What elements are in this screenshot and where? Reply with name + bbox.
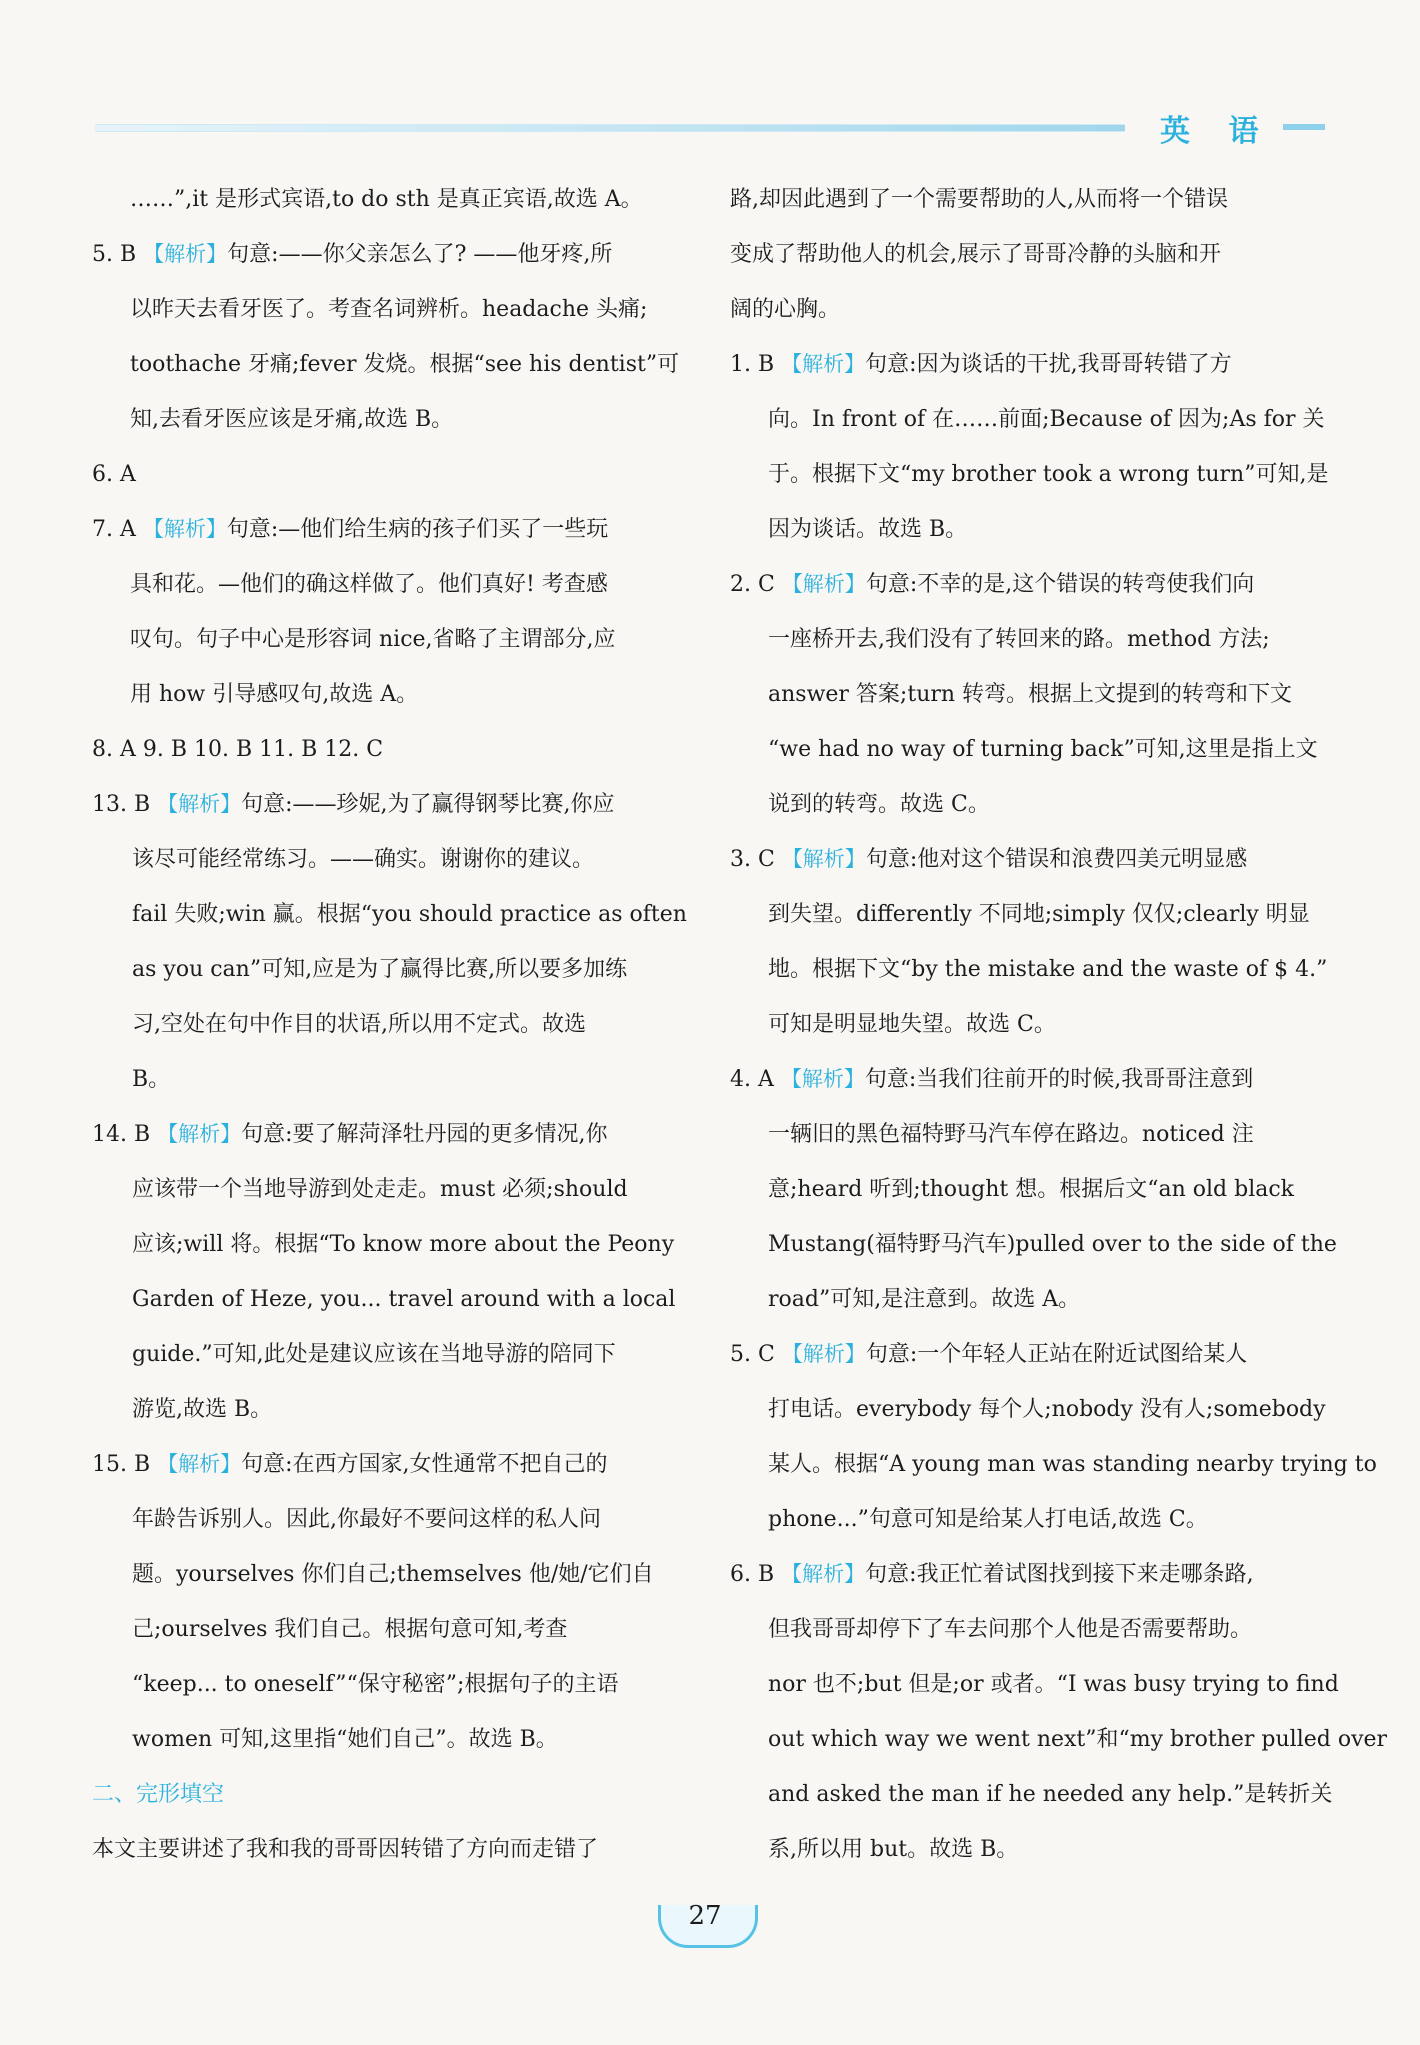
question-number: 5. C — [730, 1342, 782, 1367]
text-line — [92, 667, 687, 722]
analysis-tag: 【解析】 — [157, 1122, 242, 1146]
text-line — [730, 337, 1325, 392]
line-text: 可知是明显地失望。故选 C。 — [768, 1012, 1056, 1037]
text-line — [730, 1272, 1325, 1327]
line-text: 于。根据下文“my brother took a wrong turn”可知,是 — [768, 462, 1329, 487]
line-text: phone...”句意可知是给某人打电话,故选 C。 — [768, 1507, 1208, 1532]
line-text: 句意:因为谈话的干扰,我哥哥转错了方 — [865, 352, 1232, 377]
text-line — [730, 777, 1325, 832]
analysis-tag: 【解析】 — [157, 1452, 242, 1476]
text-line — [730, 1162, 1325, 1217]
section-title: 二、完形填空 — [92, 1782, 225, 1807]
line-text: 系,所以用 but。故选 B。 — [768, 1837, 1019, 1862]
text-line — [730, 1547, 1325, 1602]
text-line — [92, 832, 687, 887]
question-number: 6. A — [92, 462, 136, 487]
text-line — [92, 1327, 687, 1382]
text-line — [92, 997, 687, 1052]
text-line — [730, 1822, 1325, 1877]
line-text: 向。In front of 在……前面;Because of 因为;As for 关 — [768, 407, 1325, 432]
analysis-tag: 【解析】 — [780, 1067, 865, 1091]
text-line — [92, 502, 687, 557]
line-text: 句意:要了解菏泽牡丹园的更多情况,你 — [241, 1122, 608, 1147]
line-text: 应该带一个当地导游到处走走。must 必须;should — [132, 1177, 628, 1202]
text-line — [92, 777, 687, 832]
line-text: 该尽可能经常练习。——确实。谢谢你的建议。 — [132, 847, 595, 872]
question-number: 4. A — [730, 1067, 781, 1092]
text-line — [92, 1217, 687, 1272]
text-line — [730, 1657, 1339, 1712]
text-line — [92, 557, 687, 612]
line-text: 本文主要讲述了我和我的哥哥因转错了方向而走错了 — [92, 1837, 599, 1862]
line-text: 具和花。—他们的确这样做了。他们真好! 考查感 — [130, 572, 608, 597]
line-text: 己;ourselves 我们自己。根据句意可知,考查 — [132, 1617, 568, 1642]
line-text: and asked the man if he needed any help.”是转折关 — [768, 1782, 1333, 1807]
line-text: ……”,it 是形式宾语,to do sth 是真正宾语,故选 A。 — [130, 187, 643, 212]
question-number: 7. A — [92, 517, 143, 542]
text-line — [92, 337, 687, 392]
line-text: 意;heard 听到;thought 想。根据后文“an old black — [768, 1177, 1295, 1202]
line-text: 到失望。differently 不同地;simply 仅仅;clearly 明显 — [768, 902, 1310, 927]
analysis-tag: 【解析】 — [781, 572, 866, 596]
line-text: 变成了帮助他人的机会,展示了哥哥冷静的头脑和开 — [730, 242, 1221, 267]
text-line — [92, 1822, 687, 1877]
text-line — [92, 1437, 687, 1492]
analysis-tag: 【解析】 — [143, 242, 228, 266]
text-line — [92, 1492, 687, 1547]
text-line — [730, 557, 1325, 612]
line-text: Mustang(福特野马汽车)pulled over to the side of the — [768, 1232, 1337, 1257]
text-line — [92, 1602, 687, 1657]
line-text: 某人。根据“A young man was standing nearby trying to — [768, 1452, 1377, 1477]
line-text: 句意:他对这个错误和浪费四美元明显感 — [865, 847, 1248, 872]
line-text: 地。根据下文“by the mistake and the waste of $ 4.” — [768, 957, 1328, 982]
text-line — [730, 832, 1325, 887]
text-line — [92, 1107, 687, 1162]
question-number: 14. B — [92, 1122, 158, 1147]
line-text: 用 how 引导感叹句,故选 A。 — [130, 682, 419, 707]
text-line — [92, 612, 687, 667]
line-text: fail 失败;win 赢。根据“you should practice as often — [132, 902, 687, 927]
text-line — [92, 1162, 687, 1217]
line-text: 句意:——珍妮,为了赢得钢琴比赛,你应 — [241, 792, 615, 817]
analysis-tag: 【解析】 — [781, 847, 866, 871]
line-text: 说到的转弯。故选 C。 — [768, 792, 990, 817]
text-line — [730, 942, 1328, 997]
text-line — [92, 227, 687, 282]
question-number: 15. B — [92, 1452, 158, 1477]
line-text: 路,却因此遇到了一个需要帮助的人,从而将一个错误 — [730, 187, 1228, 212]
text-line — [730, 502, 1325, 557]
question-number: 13. B — [92, 792, 158, 817]
line-text: 句意:当我们往前开的时候,我哥哥注意到 — [864, 1067, 1254, 1092]
text-line — [730, 612, 1325, 667]
page-number-badge — [650, 1895, 760, 1955]
line-text: 但我哥哥却停下了车去问那个人他是否需要帮助。 — [768, 1617, 1253, 1642]
line-text: 句意:我正忙着试图找到接下来走哪条路, — [865, 1562, 1254, 1587]
line-text: 句意:不幸的是,这个错误的转弯使我们向 — [865, 572, 1255, 597]
text-line — [730, 1382, 1325, 1437]
line-text: B。 — [132, 1067, 171, 1092]
line-text: nor 也不;but 但是;or 或者。“I was busy trying to find — [768, 1672, 1339, 1697]
line-text: women 可知,这里指“她们自己”。故选 B。 — [132, 1727, 558, 1752]
line-text: 句意:一个年轻人正站在附近试图给某人 — [865, 1342, 1248, 1367]
line-text: 应该;will 将。根据“To know more about the Peony — [132, 1232, 675, 1257]
text-line — [730, 1492, 1325, 1547]
text-line — [730, 1107, 1325, 1162]
text-line — [730, 1767, 1333, 1822]
text-line — [730, 392, 1325, 447]
analysis-tag: 【解析】 — [781, 1342, 866, 1366]
text-line — [92, 887, 687, 942]
analysis-tag: 【解析】 — [142, 517, 227, 541]
text-line — [92, 1547, 687, 1602]
text-line — [730, 997, 1325, 1052]
text-line — [92, 1272, 687, 1327]
line-text: answer 答案;turn 转弯。根据上文提到的转弯和下文 — [768, 682, 1293, 707]
text-line — [730, 1052, 1325, 1107]
line-text: 游览,故选 B。 — [132, 1397, 273, 1422]
header-rule-end — [1283, 124, 1325, 130]
text-line — [730, 447, 1329, 502]
question-number: 2. C — [730, 572, 782, 597]
line-text: as you can”可知,应是为了赢得比赛,所以要多加练 — [132, 957, 628, 982]
left-column — [92, 172, 687, 1877]
page-number: 27 — [688, 1901, 722, 1931]
line-text: 阔的心胸。 — [730, 297, 841, 322]
right-column — [730, 172, 1388, 1877]
text-line — [730, 722, 1325, 777]
line-text: guide.”可知,此处是建议应该在当地导游的陪同下 — [132, 1342, 616, 1367]
text-line — [92, 392, 687, 447]
text-line — [730, 1437, 1377, 1492]
line-text: “keep... to oneself”“保守秘密”;根据句子的主语 — [132, 1672, 619, 1697]
text-line — [730, 282, 1325, 337]
line-text: 打电话。everybody 每个人;nobody 没有人;somebody — [768, 1397, 1326, 1422]
subject-title: 英 语 — [1160, 114, 1273, 149]
line-text: 一座桥开去,我们没有了转回来的路。method 方法; — [768, 627, 1270, 652]
text-line — [92, 1052, 687, 1107]
line-text: 以昨天去看牙医了。考查名词辨析。headache 头痛; — [130, 297, 648, 322]
page-header — [95, 100, 1325, 149]
line-text: 句意:—他们给生病的孩子们买了一些玩 — [226, 517, 609, 542]
analysis-tag: 【解析】 — [781, 1562, 866, 1586]
line-text: 句意:在西方国家,女性通常不把自己的 — [241, 1452, 608, 1477]
line-text: 因为谈话。故选 B。 — [768, 517, 968, 542]
text-line — [92, 1712, 687, 1767]
line-text: out which way we went next”和“my brother pulled over — [768, 1727, 1388, 1752]
text-line — [730, 1712, 1388, 1767]
analysis-tag: 【解析】 — [157, 792, 242, 816]
line-text: 一辆旧的黑色福特野马汽车停在路边。noticed 注 — [768, 1122, 1254, 1147]
text-line — [92, 722, 687, 777]
question-number: 6. B — [730, 1562, 782, 1587]
text-line — [92, 172, 687, 227]
section-heading — [92, 1767, 687, 1822]
line-text: 题。yourselves 你们自己;themselves 他/她/它们自 — [132, 1562, 654, 1587]
analysis-tag: 【解析】 — [781, 352, 866, 376]
question-number: 3. C — [730, 847, 782, 872]
line-text: 年龄告诉别人。因此,你最好不要问这样的私人问 — [132, 1507, 601, 1532]
header-rule — [95, 124, 1125, 132]
line-text: toothache 牙痛;fever 发烧。根据“see his dentist”可 — [130, 352, 680, 377]
text-line — [730, 667, 1325, 722]
line-text: Garden of Heze, you... travel around with a local — [132, 1287, 676, 1312]
text-line — [92, 282, 687, 337]
text-line — [730, 887, 1325, 942]
question-number: 8. A 9. B 10. B 11. B 12. C — [92, 737, 384, 762]
line-text: 知,去看牙医应该是牙痛,故选 B。 — [130, 407, 454, 432]
text-line — [730, 1217, 1337, 1272]
line-text: 叹句。句子中心是形容词 nice,省略了主谓部分,应 — [130, 627, 616, 652]
line-text: 句意:——你父亲怎么了? ——他牙疼,所 — [227, 242, 613, 267]
text-line — [92, 1382, 687, 1437]
text-line — [730, 227, 1325, 282]
text-line — [92, 1657, 687, 1712]
line-text: road”可知,是注意到。故选 A。 — [768, 1287, 1081, 1312]
text-line — [730, 172, 1325, 227]
line-text: “we had no way of turning back”可知,这里是指上文 — [768, 737, 1318, 762]
text-line — [730, 1602, 1325, 1657]
question-number: 1. B — [730, 352, 782, 377]
text-line — [730, 1327, 1325, 1382]
question-number: 5. B — [92, 242, 144, 267]
line-text: 习,空处在句中作目的状语,所以用不定式。故选 — [132, 1012, 586, 1037]
text-line — [92, 447, 687, 502]
text-line — [92, 942, 687, 997]
